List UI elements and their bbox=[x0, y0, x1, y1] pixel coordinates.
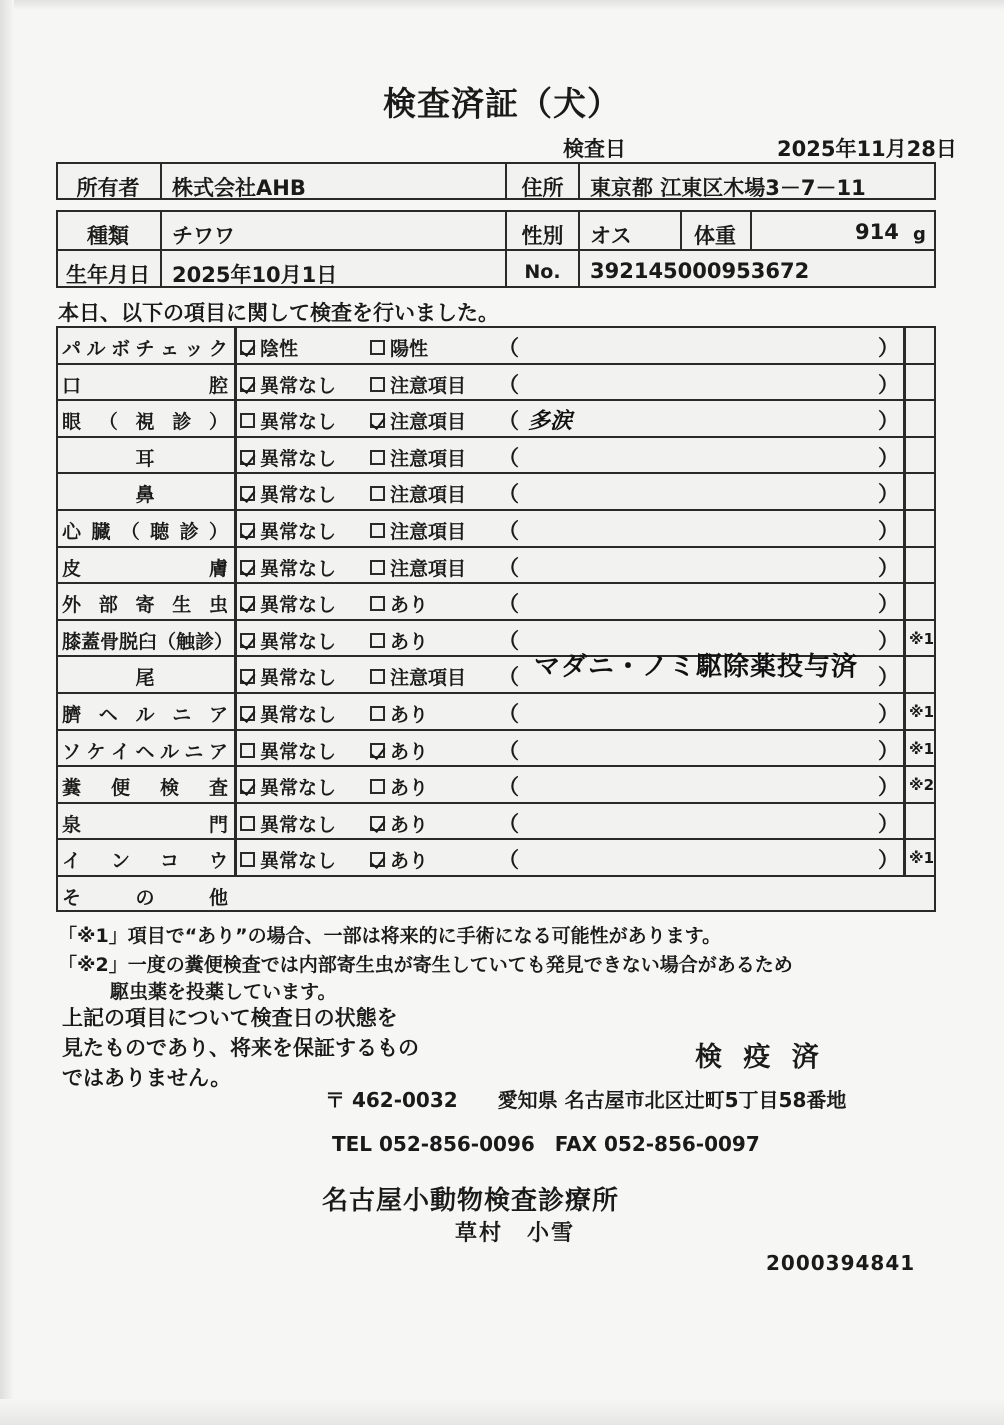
exam-option-primary-label: 異常なし bbox=[260, 521, 337, 543]
footnote-1: 「※1」項目で“あり”の場合、一部は将来的に手術になる可能性があります。 bbox=[58, 925, 722, 947]
remark-paren-left: （ bbox=[498, 628, 519, 653]
clinic-name: 名古屋小動物検査診療所 bbox=[322, 1186, 620, 1216]
exam-option-primary-label: 異常なし bbox=[260, 777, 337, 800]
exam-row-label: 口 腔 bbox=[62, 374, 228, 397]
remark-paren-right: ） bbox=[878, 482, 899, 507]
checkbox-checked-icon[interactable] bbox=[370, 816, 385, 831]
clinic-address: 〒 462-0032 愛知県 名古屋市北区辻町5丁目58番地 bbox=[325, 1088, 847, 1112]
exam-option-primary-label: 異常なし bbox=[260, 374, 337, 397]
checkbox-empty-icon[interactable] bbox=[370, 523, 385, 538]
remark-paren-right: ） bbox=[878, 445, 899, 470]
remark-paren-left: （ bbox=[498, 811, 519, 836]
exam-row-label: 耳 bbox=[135, 447, 155, 470]
exam-option-primary[interactable] bbox=[240, 480, 336, 507]
reference-number: 2000394841 bbox=[766, 1251, 916, 1275]
checkbox-empty-icon[interactable] bbox=[370, 450, 385, 465]
exam-row-divider bbox=[56, 838, 936, 840]
checkbox-empty-icon[interactable] bbox=[240, 743, 255, 758]
exam-option-primary[interactable] bbox=[240, 846, 336, 873]
checkbox-checked-icon[interactable] bbox=[240, 633, 255, 648]
checkbox-checked-icon[interactable] bbox=[240, 450, 255, 465]
disclaimer-line-1: 上記の項目について検査日の状態を bbox=[62, 1006, 398, 1030]
exam-option-secondary-label: あり bbox=[390, 704, 429, 726]
exam-option-secondary-label: あり bbox=[390, 850, 429, 873]
exam-option-secondary-label: 注意項目 bbox=[390, 484, 467, 507]
exam-row-label: 泉 門 bbox=[62, 813, 228, 836]
exam-option-primary[interactable] bbox=[240, 590, 336, 617]
exam-option-primary[interactable] bbox=[240, 700, 336, 727]
exam-option-secondary-label: あり bbox=[390, 740, 429, 763]
exam-row-divider bbox=[56, 546, 936, 548]
exam-option-primary-label: 異常なし bbox=[260, 740, 337, 763]
address-label: 住所 bbox=[521, 176, 564, 200]
exam-row-divider bbox=[56, 363, 936, 365]
remark-paren-right: ） bbox=[878, 848, 899, 873]
exam-row-label: 眼 （ 視 診 ） bbox=[62, 411, 228, 434]
exam-row-divider bbox=[56, 802, 936, 804]
exam-row-divider bbox=[56, 509, 936, 511]
remark-paren-left: （ bbox=[498, 409, 519, 434]
exam-row-label: 尾 bbox=[135, 667, 155, 690]
sex-value: オス bbox=[590, 224, 632, 248]
checkbox-checked-icon[interactable] bbox=[240, 779, 255, 794]
exam-option-secondary[interactable] bbox=[370, 554, 466, 581]
disclaimer-block bbox=[62, 1003, 419, 1093]
exam-note-marker: ※2 bbox=[909, 776, 935, 795]
remark-paren-right: ） bbox=[878, 738, 899, 763]
exam-option-secondary[interactable] bbox=[370, 480, 466, 507]
exam-table-vline-label bbox=[234, 326, 237, 876]
exam-option-secondary[interactable] bbox=[370, 407, 466, 434]
remark-paren-left: （ bbox=[498, 372, 519, 397]
remark-paren-right: ） bbox=[878, 702, 899, 726]
weight-unit: g bbox=[913, 224, 926, 245]
exam-option-primary-label: 異常なし bbox=[260, 447, 337, 470]
microchip-no-value: 392145000953672 bbox=[590, 259, 810, 283]
animal-info-vline-1 bbox=[160, 210, 162, 288]
checkbox-checked-icon[interactable] bbox=[370, 413, 385, 428]
checkbox-empty-icon[interactable] bbox=[370, 377, 385, 392]
exam-row-label: 鼻 bbox=[135, 484, 155, 507]
remark-paren-left: （ bbox=[498, 445, 519, 470]
exam-option-primary[interactable] bbox=[240, 737, 336, 764]
animal-info-vline-5 bbox=[750, 210, 752, 249]
exam-row-label: 皮 膚 bbox=[62, 557, 228, 580]
owner-divider-3 bbox=[578, 162, 580, 200]
checkbox-checked-icon[interactable] bbox=[240, 560, 255, 575]
checkbox-empty-icon[interactable] bbox=[370, 706, 385, 721]
remark-paren-left: （ bbox=[498, 555, 519, 580]
remark-paren-left: （ bbox=[498, 336, 519, 360]
exam-note-marker: ※1 bbox=[909, 703, 935, 721]
exam-option-secondary[interactable] bbox=[370, 810, 428, 837]
exam-option-primary-label: 異常なし bbox=[260, 411, 337, 434]
checkbox-checked-icon[interactable] bbox=[240, 377, 255, 392]
exam-option-secondary[interactable] bbox=[370, 590, 428, 617]
disclaimer-line-3: ではありません。 bbox=[62, 1066, 232, 1090]
exam-row-label: 心 臓 （ 聴 診 ） bbox=[62, 521, 228, 543]
exam-option-primary-label: 異常なし bbox=[260, 484, 337, 507]
exam-option-secondary-label: 注意項目 bbox=[390, 557, 467, 580]
remark-paren-left: （ bbox=[498, 519, 519, 543]
exam-option-primary[interactable] bbox=[240, 371, 336, 398]
exam-row-label: 膝蓋骨脱臼（触診） bbox=[62, 630, 234, 653]
exam-row-divider bbox=[56, 692, 936, 694]
exam-option-secondary-label: あり bbox=[390, 594, 429, 617]
checkbox-checked-icon[interactable] bbox=[240, 706, 255, 721]
exam-option-secondary[interactable] bbox=[370, 700, 428, 727]
exam-option-primary[interactable] bbox=[240, 810, 336, 837]
checkbox-empty-icon[interactable] bbox=[370, 779, 385, 794]
handwritten-overlay-note: マダニ・ノミ駆除薬投与済 bbox=[534, 652, 859, 682]
checkbox-empty-icon[interactable] bbox=[240, 816, 255, 831]
scan-edge-left bbox=[0, 0, 14, 1425]
remark-paren-right: ） bbox=[878, 519, 899, 543]
remark-paren-right: ） bbox=[878, 336, 899, 360]
exam-note-marker: ※1 bbox=[909, 849, 935, 868]
remark-paren-right: ） bbox=[878, 372, 899, 397]
remark-paren-right: ） bbox=[878, 409, 899, 434]
weight-label: 体重 bbox=[694, 224, 736, 248]
checkbox-checked-icon[interactable] bbox=[240, 596, 255, 611]
checkbox-empty-icon[interactable] bbox=[370, 486, 385, 501]
remark-paren-right: ） bbox=[878, 628, 899, 653]
exam-option-primary-label: 異常なし bbox=[260, 594, 337, 617]
exam-date-label: 検査日 bbox=[563, 137, 626, 161]
exam-option-primary[interactable] bbox=[240, 554, 336, 581]
footnote-2-cont: 駆虫薬を投薬しています。 bbox=[110, 981, 337, 1003]
exam-option-primary[interactable] bbox=[240, 517, 336, 544]
exam-option-secondary[interactable] bbox=[370, 627, 428, 654]
exam-option-secondary-label: 注意項目 bbox=[390, 411, 467, 434]
exam-row-label: 臍 ヘ ル ニ ア bbox=[62, 704, 228, 726]
scan-edge-bottom bbox=[0, 1399, 1004, 1425]
exam-row-divider bbox=[56, 619, 936, 621]
exam-row-divider bbox=[56, 765, 936, 767]
exam-option-primary[interactable] bbox=[240, 663, 336, 690]
handwritten-remark: 多涙 bbox=[528, 408, 573, 435]
remark-paren-left: （ bbox=[498, 775, 519, 800]
exam-row-label: イ ン コ ウ bbox=[62, 850, 228, 873]
exam-row-divider bbox=[56, 729, 936, 731]
exam-note-marker: ※1 bbox=[909, 739, 935, 758]
exam-option-primary-label: 異常なし bbox=[260, 813, 337, 836]
exam-row-divider bbox=[56, 582, 936, 584]
microchip-no-label: No. bbox=[524, 261, 561, 283]
weight-value: 914 bbox=[855, 220, 899, 244]
sex-label: 性別 bbox=[521, 224, 564, 248]
checkbox-checked-icon[interactable] bbox=[370, 852, 385, 867]
remark-paren-left: （ bbox=[498, 665, 519, 690]
exam-row-label: そ の 他 bbox=[62, 887, 228, 909]
remark-paren-right: ） bbox=[878, 811, 899, 836]
exam-option-secondary[interactable] bbox=[370, 773, 428, 800]
exam-date-value: 2025年11月28日 bbox=[777, 137, 957, 161]
remark-paren-right: ） bbox=[878, 665, 899, 690]
exam-option-primary-label: 異常なし bbox=[260, 557, 337, 580]
checkbox-empty-icon[interactable] bbox=[370, 633, 385, 648]
remark-paren-left: （ bbox=[498, 848, 519, 873]
remark-paren-left: （ bbox=[498, 702, 519, 726]
exam-option-secondary[interactable] bbox=[370, 444, 466, 471]
page-title: 検査済証（犬） bbox=[383, 84, 621, 123]
checkbox-checked-icon[interactable] bbox=[240, 486, 255, 501]
disclaimer-line-2: 見たものであり、将来を保証するもの bbox=[62, 1036, 419, 1060]
exam-option-secondary-label: 陽性 bbox=[390, 338, 429, 360]
address-value: 東京都 江東区木場3－7－11 bbox=[590, 176, 866, 200]
species-label: 種類 bbox=[87, 224, 129, 248]
remark-paren-left: （ bbox=[498, 738, 519, 763]
remark-paren-right: ） bbox=[878, 775, 899, 800]
checkbox-empty-icon[interactable] bbox=[370, 560, 385, 575]
exam-option-secondary-label: 注意項目 bbox=[390, 521, 467, 543]
exam-option-primary[interactable] bbox=[240, 627, 336, 654]
checkbox-checked-icon[interactable] bbox=[240, 669, 255, 684]
species-value: チワワ bbox=[172, 224, 235, 248]
birthdate-label: 生年月日 bbox=[66, 263, 150, 287]
exam-option-primary[interactable] bbox=[240, 444, 336, 471]
checkbox-checked-icon[interactable] bbox=[370, 743, 385, 758]
exam-option-secondary[interactable] bbox=[370, 517, 466, 544]
exam-row-divider bbox=[56, 875, 936, 877]
birthdate-value: 2025年10月1日 bbox=[172, 263, 338, 287]
exam-option-primary-label: 異常なし bbox=[260, 850, 337, 873]
exam-option-primary-label: 陰性 bbox=[260, 338, 299, 360]
owner-value: 株式会社AHB bbox=[172, 176, 306, 200]
checkbox-empty-icon[interactable] bbox=[370, 669, 385, 684]
exam-option-secondary[interactable] bbox=[370, 663, 466, 690]
remark-paren-right: ） bbox=[878, 555, 899, 580]
exam-option-secondary-label: あり bbox=[390, 630, 429, 653]
owner-divider-1 bbox=[160, 162, 162, 200]
remark-paren-left: （ bbox=[498, 482, 519, 507]
exam-option-secondary-label: 注意項目 bbox=[390, 667, 467, 690]
checkbox-empty-icon[interactable] bbox=[370, 340, 385, 355]
animal-info-vline-3 bbox=[578, 210, 580, 249]
animal-info-vline-3b bbox=[578, 249, 580, 288]
veterinarian-name: 草村 小雪 bbox=[455, 1221, 576, 1246]
remark-paren-left: （ bbox=[498, 592, 519, 617]
exam-option-secondary-label: 注意項目 bbox=[390, 374, 467, 397]
intro-text: 本日、以下の項目に関して検査を行いました。 bbox=[58, 301, 499, 325]
exam-option-secondary-label: あり bbox=[390, 813, 429, 836]
exam-row-divider bbox=[56, 399, 936, 401]
exam-row-divider bbox=[56, 436, 936, 438]
exam-option-secondary[interactable] bbox=[370, 737, 428, 764]
exam-option-primary[interactable] bbox=[240, 334, 298, 361]
exam-option-secondary-label: あり bbox=[390, 777, 429, 800]
clinic-tel-fax: TEL 052-856-0096 FAX 052-856-0097 bbox=[332, 1132, 760, 1156]
exam-option-secondary[interactable] bbox=[370, 371, 466, 398]
exam-row-label: 糞 便 検 査 bbox=[62, 777, 228, 800]
owner-label: 所有者 bbox=[76, 176, 140, 200]
remark-paren-right: ） bbox=[878, 592, 899, 617]
checkbox-empty-icon[interactable] bbox=[370, 596, 385, 611]
exam-row-divider bbox=[56, 472, 936, 474]
exam-option-primary-label: 異常なし bbox=[260, 667, 337, 690]
quarantine-stamp: 検 疫 済 bbox=[695, 1042, 825, 1073]
exam-table-vline-right bbox=[903, 326, 906, 876]
exam-option-primary[interactable] bbox=[240, 407, 336, 434]
checkbox-checked-icon[interactable] bbox=[240, 340, 255, 355]
exam-option-secondary[interactable] bbox=[370, 334, 428, 361]
exam-option-primary-label: 異常なし bbox=[260, 704, 337, 726]
checkbox-empty-icon[interactable] bbox=[240, 852, 255, 867]
checkbox-empty-icon[interactable] bbox=[240, 413, 255, 428]
exam-option-secondary[interactable] bbox=[370, 846, 428, 873]
exam-row-label: 外 部 寄 生 虫 bbox=[62, 594, 228, 617]
checkbox-checked-icon[interactable] bbox=[240, 523, 255, 538]
exam-option-primary[interactable] bbox=[240, 773, 336, 800]
exam-option-primary-label: 異常なし bbox=[260, 630, 337, 653]
exam-row-label: パ ル ボ チ ェ ッ ク bbox=[62, 338, 228, 360]
scan-edge-top bbox=[0, 0, 1004, 10]
exam-note-marker: ※1 bbox=[909, 629, 935, 648]
footnote-2: 「※2」一度の糞便検査では内部寄生虫が寄生していても発見できない場合があるため bbox=[58, 954, 793, 976]
exam-row-label: ソ ケ イ ヘ ル ニ ア bbox=[62, 740, 228, 763]
exam-option-secondary-label: 注意項目 bbox=[390, 447, 467, 470]
